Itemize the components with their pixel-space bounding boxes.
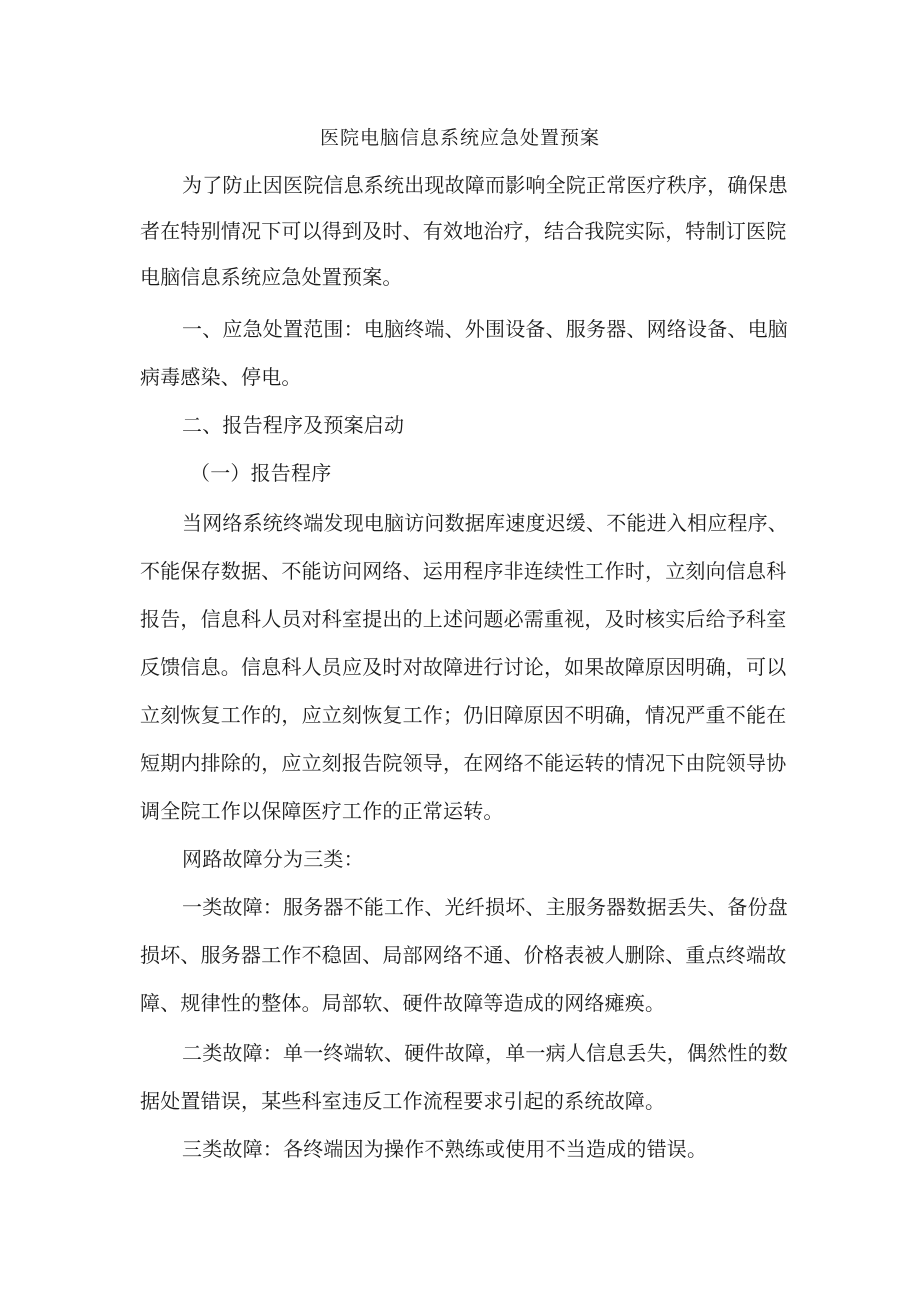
section-2-heading: 二、报告程序及预案启动 [182,413,405,437]
fault-intro: 网路故障分为三类： [182,847,364,871]
intro-line-3: 电脑信息系统应急处置预案。 [140,265,403,289]
report-line-4: 反馈信息。信息科人员应及时对故障进行讨论，如果故障原因明确，可以 [140,655,787,679]
report-line-3: 报告，信息科人员对科室提出的上述问题必需重视，及时核实后给予科室 [140,607,787,631]
report-line-1: 当网络系统终端发现电脑访问数据库速度迟缓、不能进入相应程序、 [182,511,788,535]
subsection-1-heading: （一）报告程序 [190,461,332,485]
report-line-5: 立刻恢复工作的，应立刻恢复工作；仍旧障原因不明确，情况严重不能在 [140,703,787,727]
fault-class-2-line-1: 二类故障：单一终端软、硬件故障，单一病人信息丢失，偶然性的数 [182,1041,788,1065]
section-1-line-1: 一、应急处置范围：电脑终端、外围设备、服务器、网络设备、电脑 [182,317,788,341]
fault-class-1-line-2: 损坏、服务器工作不稳固、局部网络不通、价格表被人删除、重点终端故 [140,943,787,967]
report-line-7: 调全院工作以保障医疗工作的正常运转。 [140,799,504,823]
section-1-line-2: 病毒感染、停电。 [140,365,302,389]
intro-line-2: 者在特别情况下可以得到及时、有效地治疗，结合我院实际，特制订医院 [140,219,787,243]
fault-class-2-line-2: 据处置错误，某些科室违反工作流程要求引起的系统故障。 [140,1089,666,1113]
document-title: 医院电脑信息系统应急处置预案 [319,127,600,149]
fault-class-1-line-3: 障、规律性的整体。局部软、硬件故障等造成的网络瘫痪。 [140,991,666,1015]
intro-line-1: 为了防止因医院信息系统出现故障而影响全院正常医疗秩序，确保患 [182,173,788,197]
fault-class-1-line-1: 一类故障：服务器不能工作、光纤损坏、主服务器数据丢失、备份盘 [182,895,788,919]
report-line-2: 不能保存数据、不能访问网络、运用程序非连续性工作时，立刻向信息科 [140,559,787,583]
fault-class-3: 三类故障：各终端因为操作不熟练或使用不当造成的错误。 [182,1137,708,1161]
report-line-6: 短期内排除的，应立刻报告院领导，在网络不能运转的情况下由院领导协 [140,751,787,775]
